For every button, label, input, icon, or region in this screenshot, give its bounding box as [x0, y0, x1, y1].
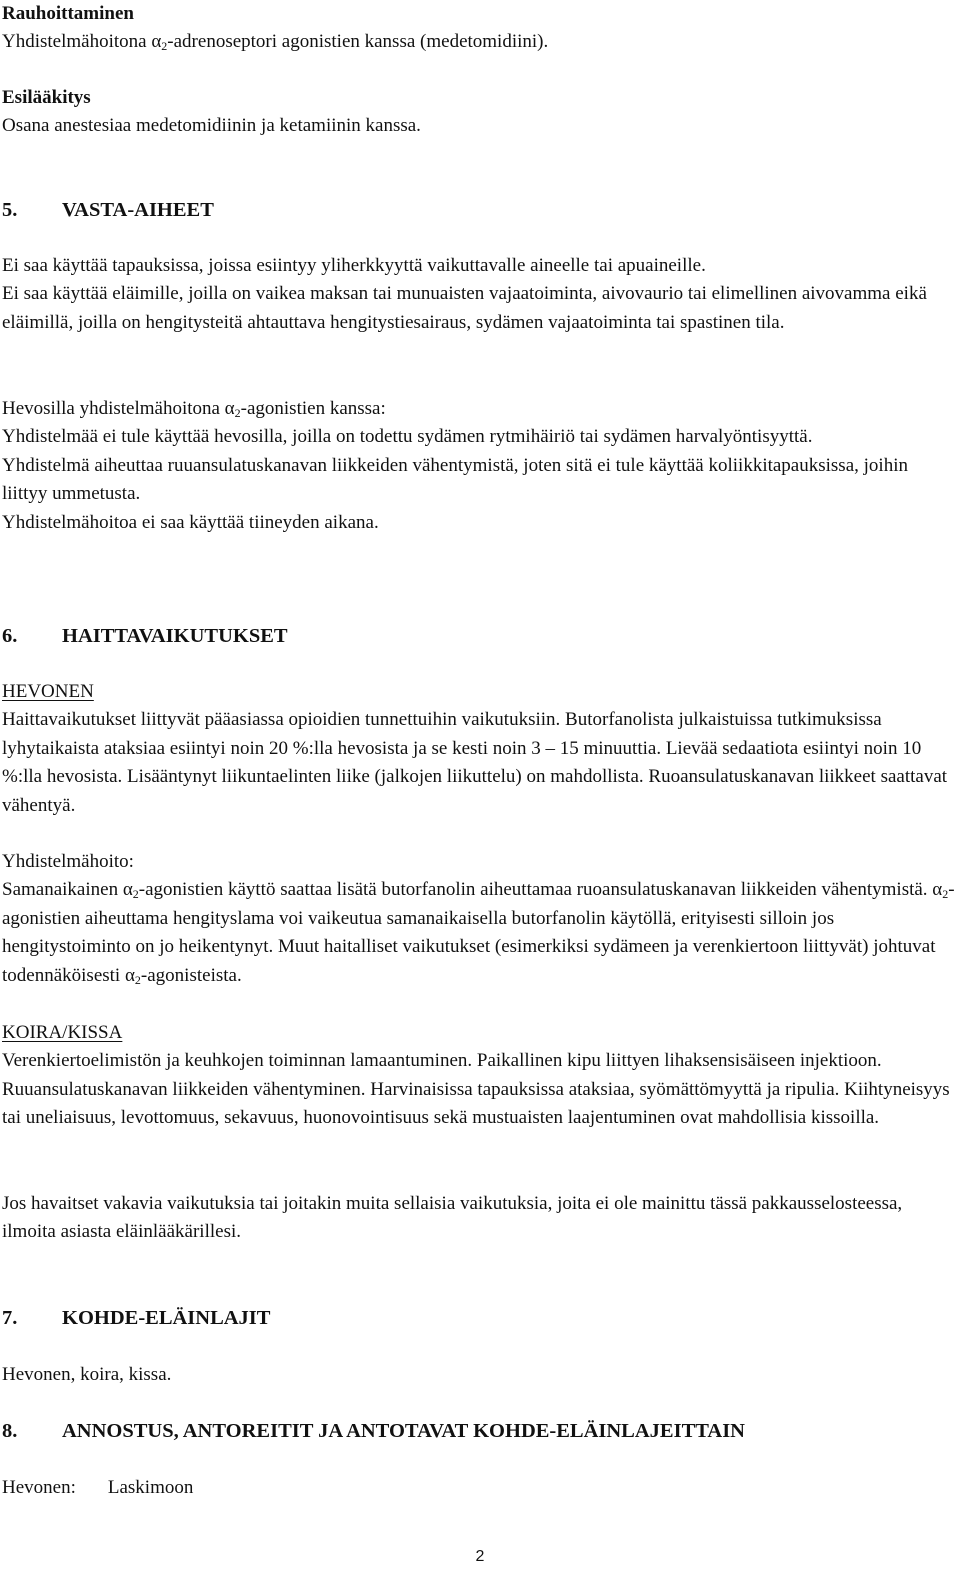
paragraph: Ei saa käyttää eläimille, joilla on vaikea maksan tai munuaisten vajaatoiminta, aivovaurio tai elimellinen aivovamma eikä eläimillä, joilla on hengitysteitä ahtauttava hengitystiesairaus, sydämen vajaatoiminta tai spastinen tila. — [2, 283, 927, 333]
paragraph: Yhdistelmähoitoa ei saa käyttää tiineyden aikana. — [2, 511, 379, 533]
heading-kohde-elainlajit — [2, 1304, 957, 1332]
heading-annostus — [2, 1417, 957, 1445]
yhdistelmahoito-text: Samanaikainen $\alpha_2$-agonistien käyttö saattaa lisätä butorfanolin aiheuttamaa ruoansulatuskanavan liikkeiden vähentymistä. $\alpha_2$-agonistien aiheuttama hengityslama voi vaikeutua samanaikaisella butorfanolin käytöllä, erityisesti silloin jos hengitystoiminto on jo heikentynyt. Muut haitalliset vaikutukset (esimerkiksi sydämeen ja verenkiertoon liittyvät) johtuvat todennäköisesti $\alpha_2$-agonisteista. — [2, 879, 955, 987]
report-paragraph: Jos havaitset vakavia vaikutuksia tai joitakin muita sellaisia vaikutuksia, joita ei ole mainittu tässä pakkausselosteessa, ilmoita asiasta eläinlääkärillesi. — [2, 1193, 903, 1243]
heading-title: VASTA-AIHEET — [62, 199, 214, 221]
heading-number: 8. — [2, 1420, 18, 1442]
esilaakitys-title: Esilääkitys — [2, 87, 91, 108]
heading-number: 6. — [2, 625, 18, 647]
heading-haittavaikutukset — [2, 622, 957, 650]
horse-subheading: Hevosilla yhdistelmähoitona $\alpha_2$-agonistien kanssa: — [2, 398, 386, 420]
koira-kissa-block — [2, 1019, 957, 1133]
annostus-label: Hevonen: — [2, 1477, 76, 1498]
paragraph: Yhdistelmä aiheuttaa ruuansulatuskanavan liikkeiden vähentymistä, joten sitä ei tule käyttää koliikkitapauksissa, joihin liittyy ummetusta. — [2, 454, 908, 505]
vasta-aiheet-horse — [2, 395, 957, 537]
koira-kissa-heading: KOIRA/KISSA — [2, 1022, 123, 1043]
hevonen-heading: HEVONEN — [2, 681, 94, 702]
esilaakitys-text: Osana anestesiaa medetomidiinin ja ketamiinin kanssa. — [2, 115, 421, 137]
annostus-row — [2, 1474, 957, 1502]
heading-number: 5. — [2, 199, 18, 221]
koira-kissa-text: Verenkiertoelimistön ja keuhkojen toiminnan lamaantuminen. Paikallinen kipu liittyen lihaksensisäiseen injektioon. Ruuansulatuskanavan liikkeiden vähentyminen. Harvinaisissa tapauksissa ataksiaa, syömättömyyttä ja ripulia. Kiihtyneisyys tai uneliaisuus, levottomuus, sekavuus, huonovointisuus sekä mustuaisten laajentuminen ovat mahdollisia kissoilla. — [2, 1050, 950, 1129]
yhdistelmahoito-heading: Yhdistelmähoito: — [2, 851, 134, 872]
page-number: 2 — [475, 1548, 485, 1565]
annostus-value: Laskimoon — [107, 1477, 194, 1498]
rauhoittaminen-text: Yhdistelmähoitona $\alpha_2$-adrenoseptori agonistien kanssa (medetomidiini). — [2, 31, 549, 54]
heading-number: 7. — [2, 1307, 18, 1329]
section-esilaakitys — [2, 84, 957, 141]
section-rauhoittaminen — [2, 0, 957, 57]
rauhoittaminen-title: Rauhoittaminen — [2, 3, 134, 24]
heading-title: HAITTAVAIKUTUKSET — [62, 625, 288, 647]
yhdistelmahoito-block — [2, 848, 957, 990]
hevonen-block — [2, 678, 957, 820]
vasta-aiheet-body — [2, 252, 957, 337]
hevonen-text: Haittavaikutukset liittyvät pääasiassa opioidien tunnettuihin vaikutuksiin. Butorfanolista julkaistuissa tutkimuksissa lyhytaikaista ataksiaa esiintyi noin 20 %:lla hevosista ja se kesti noin 3 – 15 minuuttia. Lievää sedaatiota esiintyi noin 10 %:lla hevosista. Lisääntynyt liikuntaelinten liike (jalkojen liikuttelu) on mahdollista. Ruoansulatuskanavan liikkeet saattavat vähentyä. — [2, 709, 948, 816]
paragraph: Ei saa käyttää tapauksissa, joissa esiintyy yliherkkyyttä vaikuttavalle aineelle tai apuaineille. — [2, 255, 706, 276]
paragraph: Yhdistelmää ei tule käyttää hevosilla, joilla on todettu sydämen rytmihäiriö tai sydämen harvalyöntisyyttä. — [2, 426, 813, 448]
heading-title: KOHDE-ELÄINLAJIT — [62, 1307, 271, 1329]
heading-vasta-aiheet — [2, 196, 957, 224]
kohde-text: Hevonen, koira, kissa. — [2, 1364, 172, 1385]
heading-title: ANNOSTUS, ANTOREITIT JA ANTOTAVAT KOHDE-ELÄINLAJEITTAIN — [62, 1420, 745, 1442]
